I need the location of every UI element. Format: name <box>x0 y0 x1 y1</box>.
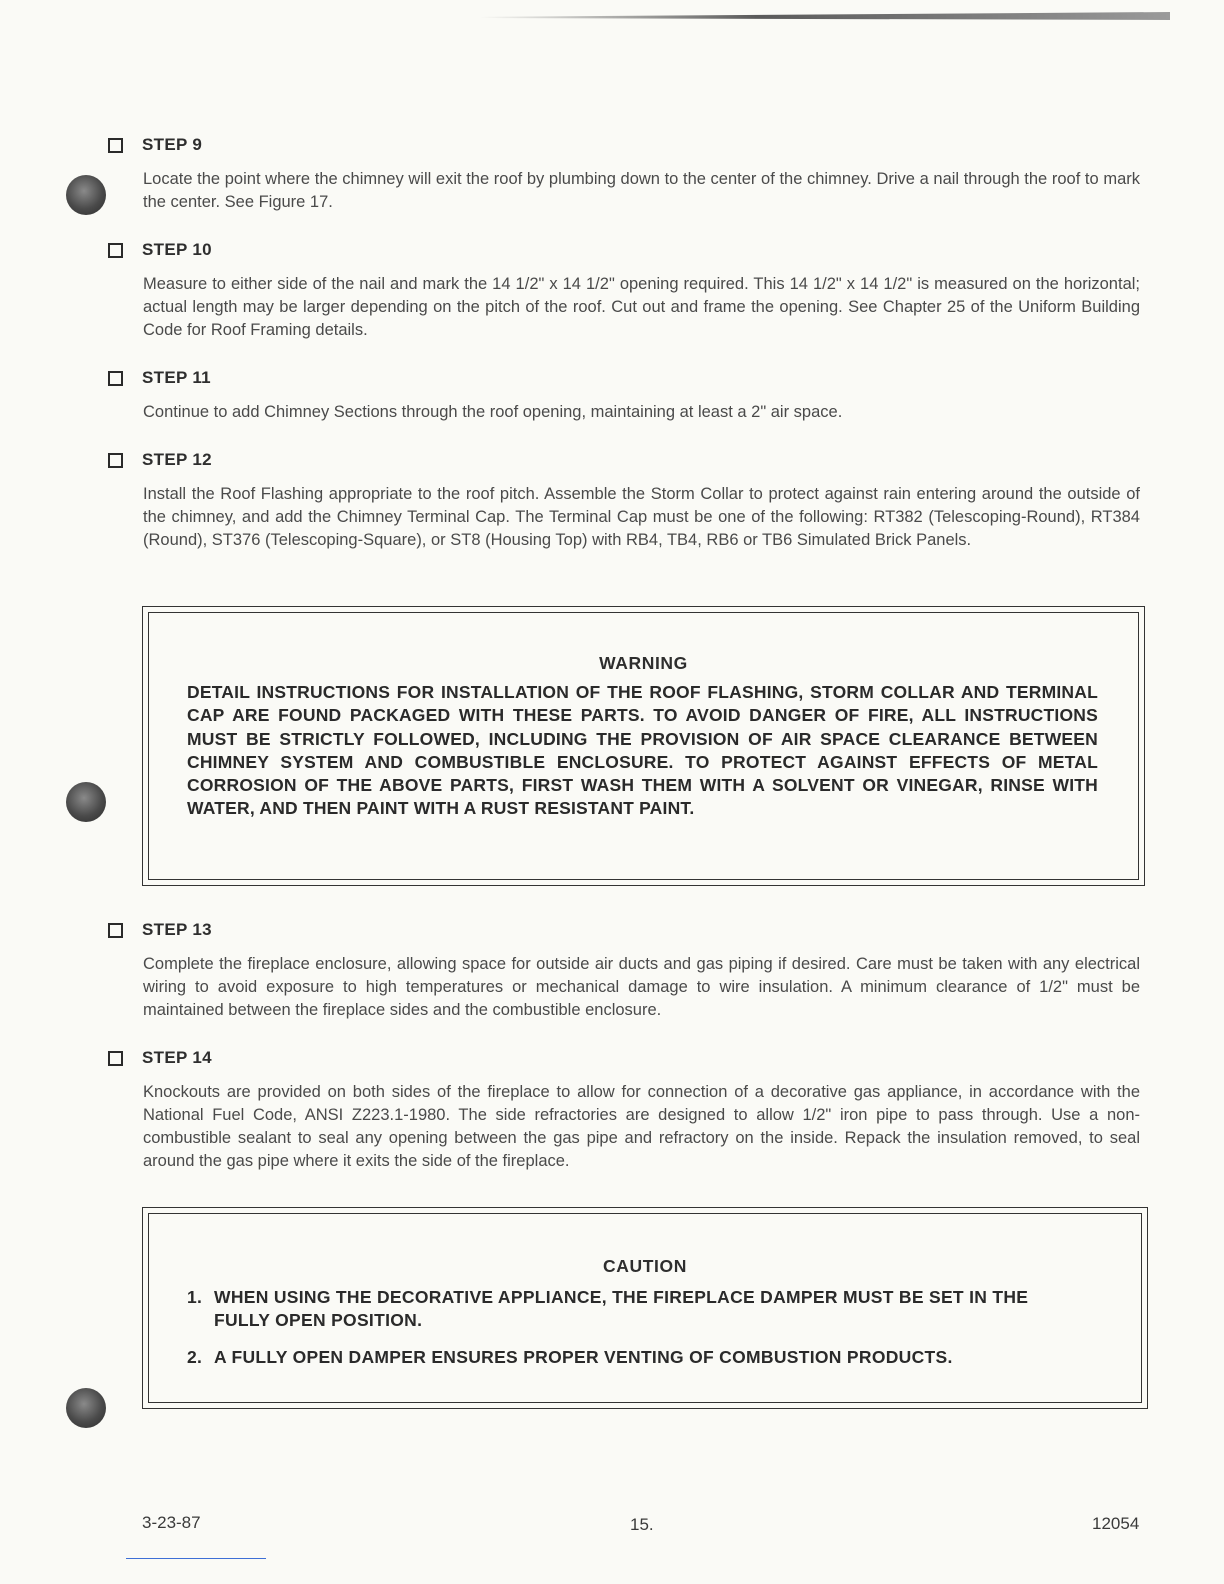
caution-item-number: 2. <box>187 1346 203 1367</box>
step-10 <box>108 239 1140 342</box>
step-header <box>108 367 1140 389</box>
step-10-checkbox[interactable] <box>108 243 123 258</box>
step-text: Measure to either side of the nail and mark the 14 1/2" x 14 1/2" opening required. This 14 1/2" x 14 1/2" is measured on the horizontal; actual length may be larger depending on the pitch of the roof. Cut out and frame the opening. See Chapter 25 of the Uniform Building Code for Roof Framing details. <box>143 275 1140 339</box>
binder-hole-middle <box>66 782 106 822</box>
footer-date: 3-23-87 <box>142 1513 201 1532</box>
binder-hole-bottom <box>66 1388 106 1428</box>
step-9 <box>108 134 1140 214</box>
caution-item-text: A FULLY OPEN DAMPER ENSURES PROPER VENTING OF COMBUSTION PRODUCTS. <box>214 1346 953 1367</box>
step-13 <box>108 919 1140 1022</box>
step-text: Continue to add Chimney Sections through the roof opening, maintaining at least a 2" air space. <box>143 403 843 421</box>
step-title: STEP 10 <box>142 240 212 259</box>
step-12 <box>108 449 1140 552</box>
step-header <box>108 134 1140 156</box>
step-text: Install the Roof Flashing appropriate to the roof pitch. Assemble the Storm Collar to protect against rain entering around the outside of the chimney, and add the Chimney Terminal Cap. The Terminal Cap must be one of the following: RT382 (Telescoping-Round), RT384 (Round), ST376 (Telescoping-Square), or ST8 (Housing Top) with RB4, TB4, RB6 or TB6 Simulated Brick Panels. <box>143 485 1140 549</box>
step-title: STEP 9 <box>142 135 203 154</box>
step-title: STEP 11 <box>142 368 211 387</box>
footer-document-number: 12054 <box>1092 1514 1140 1533</box>
step-header <box>108 449 1140 471</box>
step-text: Knockouts are provided on both sides of the fireplace to allow for connection of a decorative gas appliance, in accordance with the National Fuel Code, ANSI Z223.1-1980. The side refractories are designed to allow 1/2" iron pipe to pass through. Use a non-combustible sealant to seal any opening between the gas pipe and refractory on the inside. Repack the insulation removed, to seal around the gas pipe where it exits the side of the fireplace. <box>143 1083 1140 1170</box>
step-11 <box>108 367 1140 424</box>
footer-blue-underline <box>126 1558 266 1559</box>
step-header <box>108 1047 1140 1069</box>
caution-item <box>187 1286 1087 1333</box>
warning-box <box>142 606 1145 886</box>
binder-hole-top <box>66 175 106 215</box>
top-edge-rule <box>480 12 1170 20</box>
step-header <box>108 919 1140 941</box>
caution-item-text: WHEN USING THE DECORATIVE APPLIANCE, THE FIREPLACE DAMPER MUST BE SET IN THE FULLY OPEN POSITION. <box>214 1287 1029 1331</box>
step-14-checkbox[interactable] <box>108 1051 123 1066</box>
caution-item-number: 1. <box>187 1287 203 1307</box>
step-title: STEP 14 <box>142 1048 212 1067</box>
caution-box <box>142 1207 1148 1409</box>
warning-title: WARNING <box>599 653 688 673</box>
warning-text: DETAIL INSTRUCTIONS FOR INSTALLATION OF THE ROOF FLASHING, STORM COLLAR AND TERMINAL CAP ARE FOUND PACKAGED WITH THESE PARTS. TO AVOID DANGER OF FIRE, ALL INSTRUCTIONS MUST BE STRICTLY FOLLOWED, INCLUDING THE PROVISION OF AIR SPACE CLEARANCE BETWEEN CHIMNEY SYSTEM AND COMBUSTIBLE ENCLOSURE. TO PROTECT AGAINST EFFECTS OF METAL CORROSION OF THE ABOVE PARTS, FIRST WASH THEM WITH A SOLVENT OR VINEGAR, RINSE WITH WATER, AND THEN PAINT WITH A RUST RESISTANT PAINT. <box>187 682 1098 819</box>
step-header <box>108 239 1140 261</box>
step-text: Complete the fireplace enclosure, allowing space for outside air ducts and gas piping if desired. Care must be taken with any electrical wiring to avoid exposure to high temperatures or mechanical damage to wire insulation. A minimum clearance of 1/2" must be maintained between the fireplace sides and the combustible enclosure. <box>143 955 1140 1019</box>
footer-page-number: 15. <box>630 1515 654 1534</box>
caution-title: CAUTION <box>603 1256 687 1276</box>
step-11-checkbox[interactable] <box>108 371 123 386</box>
step-13-checkbox[interactable] <box>108 923 123 938</box>
caution-item <box>187 1346 1087 1369</box>
caution-list <box>187 1286 1087 1382</box>
step-text: Locate the point where the chimney will exit the roof by plumbing down to the center of the chimney. Drive a nail through the roof to mark the center. See Figure 17. <box>143 170 1140 211</box>
step-14 <box>108 1047 1140 1173</box>
step-title: STEP 13 <box>142 920 212 939</box>
step-title: STEP 12 <box>142 450 212 469</box>
step-9-checkbox[interactable] <box>108 138 123 153</box>
step-12-checkbox[interactable] <box>108 453 123 468</box>
